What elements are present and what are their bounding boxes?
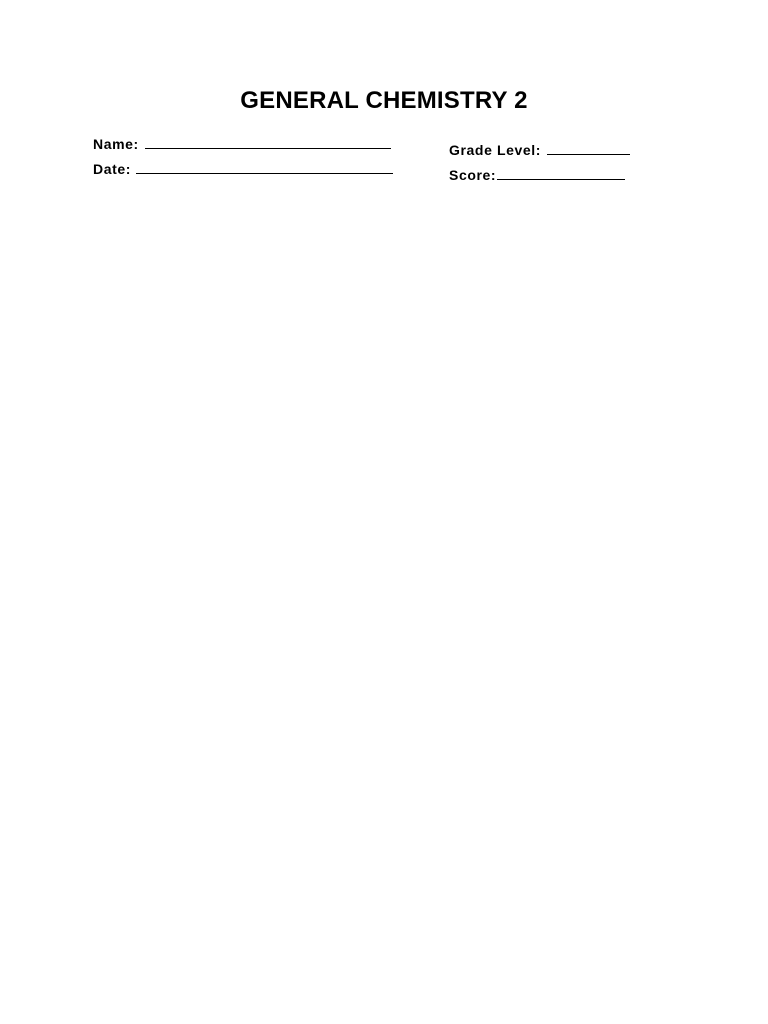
grade-level-blank-line [547,142,630,155]
name-blank-line [145,136,391,149]
date-blank-line [136,161,393,174]
grade-level-field [449,141,630,159]
date-field [93,160,393,178]
score-blank-line [497,167,625,180]
date-label: Date: [93,161,132,177]
score-label: Score: [449,167,497,183]
page-title: GENERAL CHEMISTRY 2 [240,87,528,114]
grade-level-label: Grade Level: [449,142,542,158]
score-field [449,166,625,184]
name-label: Name: [93,136,139,152]
name-field [93,135,391,153]
